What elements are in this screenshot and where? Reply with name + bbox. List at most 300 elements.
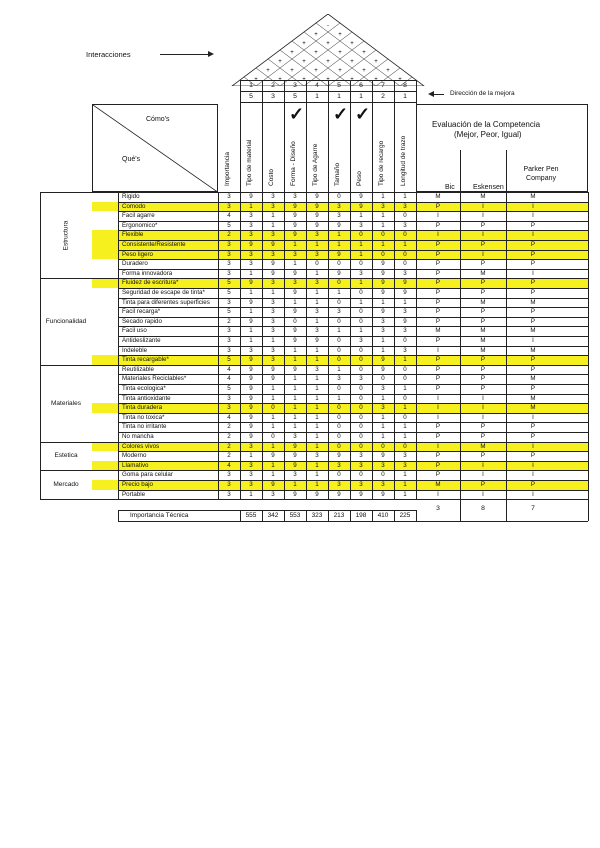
grid-line [460,150,461,192]
matrix-cell: 1 [381,241,385,248]
matrix-cell: 4 [227,375,231,383]
matrix-cell: 1 [315,423,319,431]
competition-cell: P [435,289,441,296]
row-line [118,470,588,471]
matrix-cell: 1 [381,346,385,354]
matrix-cell: 3 [271,346,275,354]
col-line [372,192,373,499]
requirement-label: Facil recarga* [122,308,161,316]
col-line [328,192,329,499]
requirement-label: Portable [122,490,146,498]
competition-cell: P [530,433,536,440]
check-icon: ✓ [333,104,349,124]
matrix-cell: 1 [359,327,363,335]
requirement-label: Reutilizable [122,365,154,373]
matrix-cell: 9 [315,202,319,210]
importancia-tecnica-label: Importancia Técnica [130,512,189,520]
competition-cell: P [435,356,441,364]
matrix-cell: 3 [249,461,253,469]
tech-importance-value: 553 [289,512,301,520]
matrix-cell: 0 [403,442,407,450]
matrix-cell: 1 [337,241,341,248]
matrix-cell: 3 [271,193,275,200]
matrix-cell: 3 [293,250,297,258]
row-line [118,442,588,443]
col-line [284,192,285,499]
group-label: Funcionalidad [45,318,87,326]
matrix-cell: 1 [271,413,275,421]
roof-mark: + [302,59,306,65]
matrix-cell: 9 [381,452,385,460]
competition-cell: P [435,241,441,248]
matrix-cell: 1 [359,279,363,287]
row-line [118,211,588,212]
requirement-label: Facil agarre [122,212,155,220]
matrix-cell: 0 [359,365,363,373]
roof-mark: + [314,32,318,38]
matrix-cell: 4 [227,413,231,421]
matrix-cell: 1 [381,337,385,344]
matrix-cell: 0 [337,317,341,325]
tech-line [372,510,373,521]
matrix-cell: 9 [249,365,253,373]
competition-cell: I [482,250,484,258]
matrix-cell: 3 [337,481,341,488]
roof-mark: + [350,41,354,47]
matrix-cell: 9 [381,289,385,296]
matrix-cell: 9 [249,193,253,200]
competition-cell: P [480,481,486,488]
requirement-label: Tinta duradera [122,404,163,412]
competition-cell: I [437,413,439,421]
competition-cell: I [482,394,484,402]
direction-value: 1 [403,93,407,100]
matrix-cell: 1 [337,365,341,373]
column-header: Costo [268,169,275,186]
matrix-cell: 9 [337,490,341,498]
tech-line [328,510,329,521]
row-line [118,307,588,308]
matrix-cell: 9 [249,433,253,440]
matrix-cell: 3 [315,231,319,239]
matrix-cell: 3 [227,404,231,412]
competition-total: 3 [436,505,440,513]
column-number: 6 [359,82,363,89]
competition-cell: I [532,461,534,469]
matrix-cell: 1 [315,404,319,412]
competition-cell: I [532,269,534,277]
competition-cell: P [435,385,441,392]
tech-importance-value: 213 [333,512,345,520]
row-line [118,403,588,404]
competition-cell: P [480,241,486,248]
matrix-cell: 1 [403,241,407,248]
matrix-cell: 1 [249,308,253,316]
requirement-label: Antideslizante [122,337,161,344]
roof-mark: + [338,50,342,56]
column-header: Forma - Diseño [290,141,297,186]
matrix-cell: 1 [403,423,407,431]
roof-mark: + [374,59,378,65]
matrix-cell: 3 [227,346,231,354]
requirement-label: Ergonomico* [122,221,158,229]
competition-cell: I [532,212,534,220]
matrix-cell: 3 [249,231,253,239]
tech-line [118,521,416,522]
competition-cell: P [435,337,441,344]
matrix-cell: 9 [249,298,253,306]
matrix-cell: 1 [249,202,253,210]
grid-line [240,80,241,192]
matrix-cell: 3 [381,481,385,488]
row-line [118,374,588,375]
competition-cell: P [435,269,441,277]
column-number: 7 [381,82,385,89]
competition-cell: I [482,404,484,412]
matrix-cell: 1 [403,404,407,412]
matrix-cell: 9 [249,317,253,325]
matrix-cell: 1 [293,298,297,306]
row-line [118,365,588,366]
competition-cell: P [480,317,486,325]
matrix-cell: 2 [227,433,231,440]
matrix-cell: 1 [315,433,319,440]
matrix-cell: 3 [293,471,297,479]
matrix-cell: 0 [381,375,385,383]
group-line [40,278,118,279]
matrix-cell: 1 [271,385,275,392]
column-header: Tipo de material [246,139,253,186]
matrix-cell: 9 [315,337,319,344]
competition-cell: P [530,260,536,268]
competition-cell: P [530,221,536,229]
matrix-cell: 1 [359,241,363,248]
competition-cell: M [480,442,486,450]
matrix-cell: 9 [249,404,253,412]
matrix-cell: 9 [293,231,297,239]
matrix-cell: 0 [359,231,363,239]
matrix-cell: 9 [293,289,297,296]
matrix-cell: 3 [227,327,231,335]
matrix-cell: 9 [337,452,341,460]
matrix-cell: 3 [403,452,407,460]
competition-cell: M [480,298,486,306]
competition-cell: P [480,260,486,268]
matrix-cell: 3 [271,250,275,258]
requirement-label: No mancha [122,433,154,440]
competition-cell: P [480,452,486,460]
competition-cell: M [530,394,536,402]
column-header: Tamaño [334,162,341,186]
column-header: Longitud de trazo [400,135,407,186]
matrix-cell: 9 [271,481,275,488]
matrix-cell: 9 [293,221,297,229]
matrix-cell: 1 [315,289,319,296]
matrix-cell: 3 [227,193,231,200]
matrix-cell: 3 [271,308,275,316]
group-label: Estructura [62,220,70,251]
roof-mark: - [327,23,329,29]
matrix-cell: 2 [227,442,231,450]
matrix-cell: 1 [271,212,275,220]
competition-cell: I [437,212,439,220]
requirement-label: Llamativo [122,461,149,469]
matrix-cell: 9 [271,365,275,373]
matrix-cell: 9 [359,490,363,498]
matrix-cell: 9 [271,269,275,277]
competition-cell: P [435,279,441,287]
competition-cell: P [530,423,536,431]
roof-mark: + [338,32,342,38]
matrix-cell: 0 [359,260,363,268]
bottom-line [416,521,588,522]
matrix-cell: 1 [249,269,253,277]
matrix-cell: 0 [403,337,407,344]
matrix-cell: 9 [337,221,341,229]
matrix-cell: 3 [227,481,231,488]
row-line [118,230,588,231]
col-line [394,192,395,499]
matrix-cell: 9 [271,452,275,460]
requirement-label: Materiales Reciclables* [122,375,187,383]
matrix-cell: 1 [381,394,385,402]
competition-cell: M [480,327,486,335]
matrix-cell: 0 [359,346,363,354]
group-line [40,365,118,366]
competition-cell: M [435,193,441,200]
competition-cell: M [480,337,486,344]
matrix-cell: 0 [337,385,341,392]
competition-cell: M [530,193,536,200]
matrix-cell: 1 [315,317,319,325]
competition-cell: M [530,298,536,306]
roof-mark: + [350,59,354,65]
matrix-cell: 1 [315,375,319,383]
competition-cell: P [435,365,441,373]
matrix-cell: 3 [227,337,231,344]
column-number: 8 [403,82,407,89]
competition-cell: P [480,356,486,364]
check-icon: ✓ [355,104,371,124]
matrix-cell: 9 [271,241,275,248]
matrix-cell: 9 [249,423,253,431]
tech-line [118,510,119,521]
competition-cell: P [435,221,441,229]
direction-value: 1 [359,93,363,100]
matrix-cell: 3 [249,250,253,258]
competition-cell: I [532,471,534,479]
roof-mark: + [314,50,318,56]
left-border [40,192,41,499]
matrix-cell: 1 [293,404,297,412]
requirement-label: Duradero [122,260,148,268]
direction-value: 5 [249,93,253,100]
column-number: 5 [337,82,341,89]
roof-mark: + [314,68,318,74]
matrix-cell: 0 [337,404,341,412]
group-label: Materiales [51,399,81,407]
matrix-cell: 3 [271,202,275,210]
competition-cell: P [530,241,536,248]
competition-cell: M [435,481,441,488]
matrix-cell: 3 [403,269,407,277]
check-icon: ✓ [289,104,305,124]
competition-cell: P [530,250,536,258]
matrix-cell: 0 [337,423,341,431]
matrix-cell: 3 [249,346,253,354]
grid-line [506,150,507,192]
matrix-cell: 4 [227,365,231,373]
direction-value: 2 [381,93,385,100]
matrix-cell: 9 [293,490,297,498]
matrix-cell: 3 [271,490,275,498]
row-line [118,346,588,347]
competition-cell: P [435,471,441,479]
matrix-cell: 1 [403,356,407,364]
matrix-cell: 0 [337,279,341,287]
row-line [118,461,588,462]
matrix-cell: 9 [381,260,385,268]
matrix-cell: 0 [359,471,363,479]
matrix-cell: 1 [293,346,297,354]
competition-cell: P [480,385,486,392]
matrix-cell: 3 [227,202,231,210]
grid-line [306,80,307,192]
tech-line [284,510,285,521]
grid-line [328,80,329,192]
matrix-cell: 3 [359,375,363,383]
competition-cell: P [480,308,486,316]
requirement-label: Colores vivos [122,442,160,450]
direction-value: 1 [315,93,319,100]
roof-mark: + [278,59,282,65]
competition-cell: M [530,404,536,412]
matrix-cell: 0 [337,433,341,440]
col-line [588,192,589,521]
requirement-label: Fluidez de escritura* [122,279,179,287]
matrix-cell: 3 [249,481,253,488]
requirement-label: Secado rapido [122,317,162,325]
matrix-cell: 3 [359,337,363,344]
competition-cell: I [532,337,534,344]
requirement-label: Tinta no irritante [122,423,167,431]
competition-cell: I [482,212,484,220]
matrix-cell: 1 [403,471,407,479]
competition-cell: I [437,442,439,450]
row-line [118,422,588,423]
competitor-parker: Parker Pen Company [523,166,559,182]
matrix-cell: 0 [337,346,341,354]
competition-cell: I [437,404,439,412]
matrix-cell: 3 [337,308,341,316]
column-number: 4 [315,82,319,89]
matrix-cell: 0 [403,375,407,383]
group-separator [118,192,119,499]
row-line [118,480,588,481]
matrix-cell: 0 [403,260,407,268]
matrix-cell: 1 [315,481,319,488]
matrix-cell: 0 [337,260,341,268]
matrix-cell: 1 [359,298,363,306]
matrix-cell: 9 [293,212,297,220]
requirement-label: Consistente/Resistente [122,241,186,248]
col-line [506,192,507,521]
matrix-cell: 5 [227,385,231,392]
matrix-cell: 9 [315,212,319,220]
matrix-cell: 1 [381,221,385,229]
competition-cell: P [435,317,441,325]
competition-cell: P [530,308,536,316]
matrix-cell: 3 [293,279,297,287]
col-line [218,192,219,499]
competition-cell: I [482,471,484,479]
competition-cell: I [532,231,534,239]
row-line [118,384,588,385]
col-line [240,192,241,499]
matrix-cell: 1 [403,385,407,392]
matrix-cell: 4 [227,461,231,469]
matrix-cell: 3 [381,327,385,335]
matrix-cell: 1 [337,327,341,335]
matrix-cell: 9 [249,394,253,402]
matrix-cell: 1 [293,356,297,364]
direction-label: Dirección de la mejora [450,90,515,97]
roof-mark: + [266,68,270,74]
matrix-cell: 9 [271,260,275,268]
matrix-cell: 3 [359,461,363,469]
interacciones-label: Interacciones [86,50,131,59]
matrix-cell: 9 [249,241,253,248]
competition-cell: I [482,231,484,239]
matrix-cell: 1 [249,289,253,296]
matrix-cell: 0 [271,404,275,412]
tech-importance-value: 410 [377,512,389,520]
competition-cell: P [435,423,441,431]
matrix-cell: 2 [227,231,231,239]
group-label: Estetica [54,452,78,460]
competition-cell: I [482,413,484,421]
matrix-cell: 3 [315,308,319,316]
row-line [118,413,588,414]
column-number: 2 [271,82,275,89]
roof-mark: + [326,59,330,65]
matrix-cell: 1 [337,231,341,239]
competition-cell: I [437,394,439,402]
matrix-cell: 3 [359,481,363,488]
matrix-cell: 3 [403,346,407,354]
matrix-cell: 1 [293,375,297,383]
matrix-cell: 3 [227,471,231,479]
matrix-cell: 0 [359,423,363,431]
matrix-cell: 3 [315,327,319,335]
matrix-cell: 1 [315,298,319,306]
row-line [118,269,588,270]
requirement-label: Tinta no toxica* [122,413,165,421]
matrix-cell: 3 [337,375,341,383]
competition-cell: P [530,289,536,296]
tech-line [240,510,241,521]
matrix-cell: 1 [249,327,253,335]
matrix-cell: 9 [381,279,385,287]
row-line [118,202,588,203]
matrix-cell: 0 [359,308,363,316]
row-line [118,490,588,491]
matrix-cell: 1 [271,289,275,296]
matrix-cell: 3 [227,394,231,402]
requirement-label: Comodo [122,202,146,210]
matrix-cell: 3 [249,471,253,479]
matrix-cell: 9 [403,317,407,325]
